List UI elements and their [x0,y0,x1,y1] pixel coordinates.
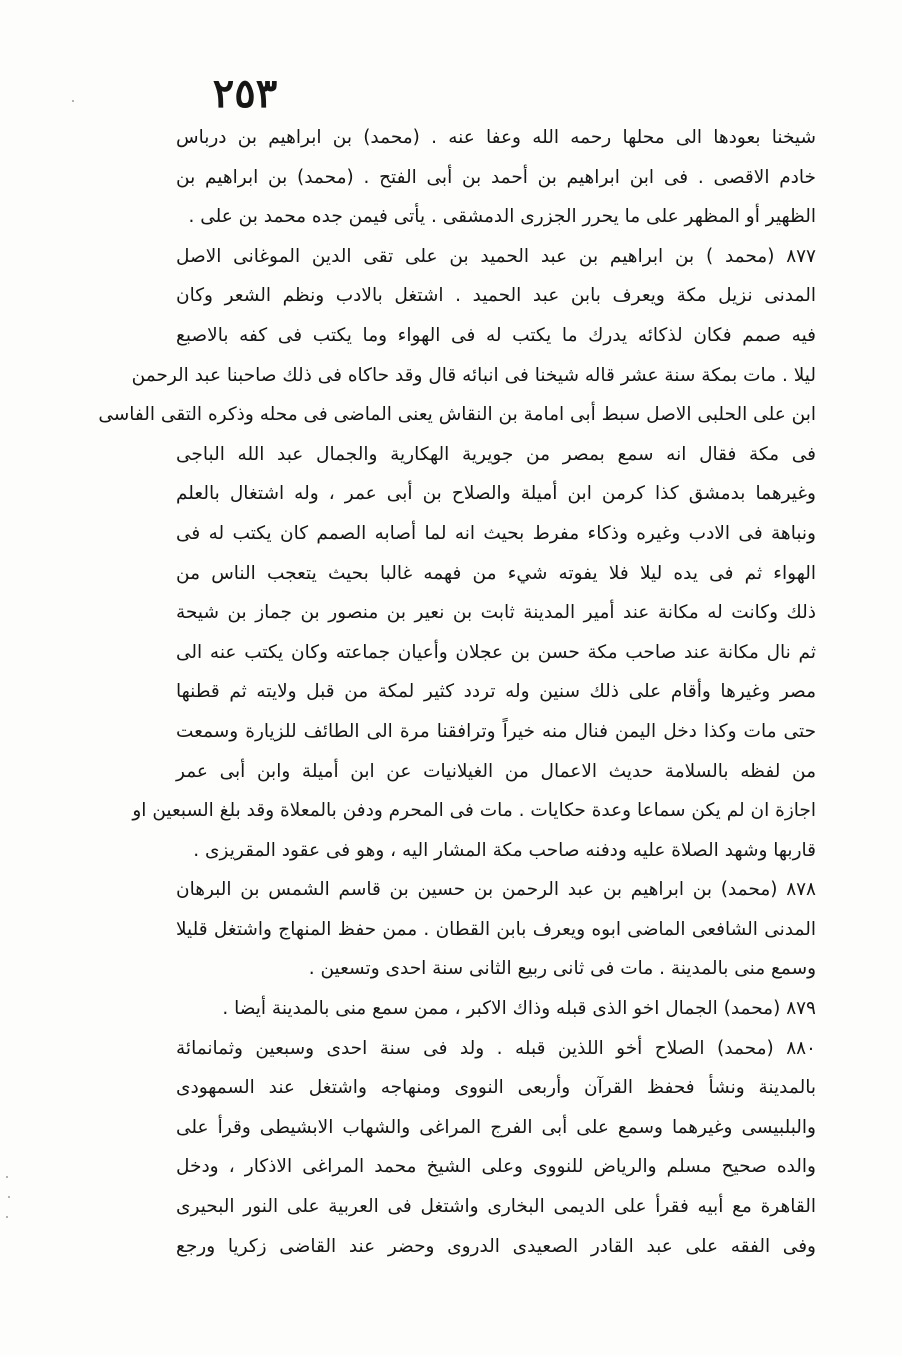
text-line: حتى مات وكذا دخل اليمن فنال منه خيراً وترافقنا مرة الى الطائف للزيارة وسمعت [176,720,816,742]
text-line: ثم نال مكانة عند صاحب مكة حسن بن عجلان وأعيان جماعته وكان يكتب عنه الى [176,641,816,663]
text-line: القاهرة مع أبيه فقرأ على الديمى البخارى واشتغل فى العربية على النور البحيرى [176,1196,816,1218]
entry-877-start: ٨٧٧ (محمد ) بن ابراهيم بن عبد الحميد بن على تقى الدين الموغانى الاصل [176,245,816,267]
text-line: وغيرهما بدمشق كذا كرمن ابن أميلة والصلاح بن أبى عمر ، وله اشتغال بالعلم [176,483,816,505]
text-line: قاربها وشهد الصلاة عليه ودفنه صاحب مكة المشار اليه ، وهو فى عقود المقريزى . [193,839,816,861]
text-line: خادم الاقصى . فى ابن ابراهيم بن أحمد بن أبى الفتح . (محمد) بن ابراهيم بن [176,166,816,188]
entry-878-start: ٨٧٨ (محمد) بن ابراهيم بن عبد الرحمن بن حسين بن قاسم الشمس بن البرهان [176,879,816,901]
text-line: والبلبيسى وغيرهما وسمع على أبى الفرج المراغى والشهاب الابشيطى وقرأ على [176,1116,816,1138]
text-line: ذلك وكانت له مكانة عند أمير المدينة ثابت بن نعير بن منصور بن جماز بن شيحة [176,602,816,624]
text-line: المدنى نزيل مكة ويعرف بابن عبد الحميد . اشتغل بالادب ونظم الشعر وكان [176,285,816,307]
entry-879: ٨٧٩ (محمد) الجمال اخو الذى قبله وذاك الاكبر ، ممن سمع منى بالمدينة أيضا . [222,998,816,1020]
text-line: شيخنا بعودها الى محلها رحمه الله وعفا عنه . (محمد) بن ابراهيم بن درباس [176,127,816,148]
text-line: فى مكة فقال انه سمع بمصر من جويرية الهكارية والجمال عبد الله الباجى [176,443,816,465]
text-line: بالمدينة ونشأ فحفظ القرآن وأربعى النووى ومنهاجه واشتغل عند السمهودى [176,1077,816,1099]
text-line: ابن على الحلبى الاصل سبط أبى امامة بن النقاش يعنى الماضى فى محله وذكره التقى الفاسى [98,404,816,426]
text-line: ونباهة فى الادب وغيره وذكاء مفرط بحيث انه لما أصابه الصمم كان يكتب له فى [176,522,816,544]
scan-speck [6,1176,8,1178]
text-line: وسمع منى بالمدينة . مات فى ثانى ربيع الثانى سنة احدى وتسعين . [308,958,816,980]
text-line: اجازة ان لم يكن سماعا وعدة حكايات . مات فى المحرم ودفن بالمعلاة وقد بلغ السبعين او [132,800,816,822]
entry-880-start: ٨٨٠ (محمد) الصلاح أخو اللذين قبله . ولد فى سنة احدى وسبعين وثمانمائة [176,1037,816,1059]
text-line: وفى الفقه على عبد القادر الصعيدى الدروى وحضر عند القاضى زكريا ورجع [176,1235,816,1257]
text-line: مصر وغيرها وأقام على ذلك سنين وله تردد كثير لمكة من قبل ولايته ثم قطنها [176,681,816,703]
text-line: والده صحيح مسلم والرياض للنووى وعلى الشيخ محمد المراغى الاذكار ، ودخل [176,1156,816,1178]
page-number: ٢٥٣ [212,70,278,117]
body-text [98,118,816,1266]
text-line: من لفظه بالسلامة حديث الاعمال من الغيلانيات عن ابن أميلة وابن أبى عمر [176,760,816,782]
text-line: الهواء ثم فى يده ليلا فلا يفوته شيء من فهمه غالبا بحيث يتعجب الناس من [176,562,816,584]
scan-speck [6,1216,8,1218]
text-line: فيه صمم فكان لذكائه يدرك ما يكتب له فى الهواء وما يكتب فى كفه بالاصبع [176,324,816,346]
text-line: المدنى الشافعى الماضى ابوه ويعرف بابن القطان . ممن حفظ المنهاج واشتغل قليلا [176,918,816,940]
scan-speck [72,100,74,102]
scan-speck [8,1196,10,1198]
text-line: الظهير أو المظهر على ما يحرر الجزرى الدمشقى . يأتى فيمن جده محمد بن على . [188,206,816,228]
text-line: ليلا . مات بمكة سنة عشر قاله شيخنا فى انبائه قال وقد حاكاه فى ذلك صاحبنا عبد الرحمن [131,364,816,386]
